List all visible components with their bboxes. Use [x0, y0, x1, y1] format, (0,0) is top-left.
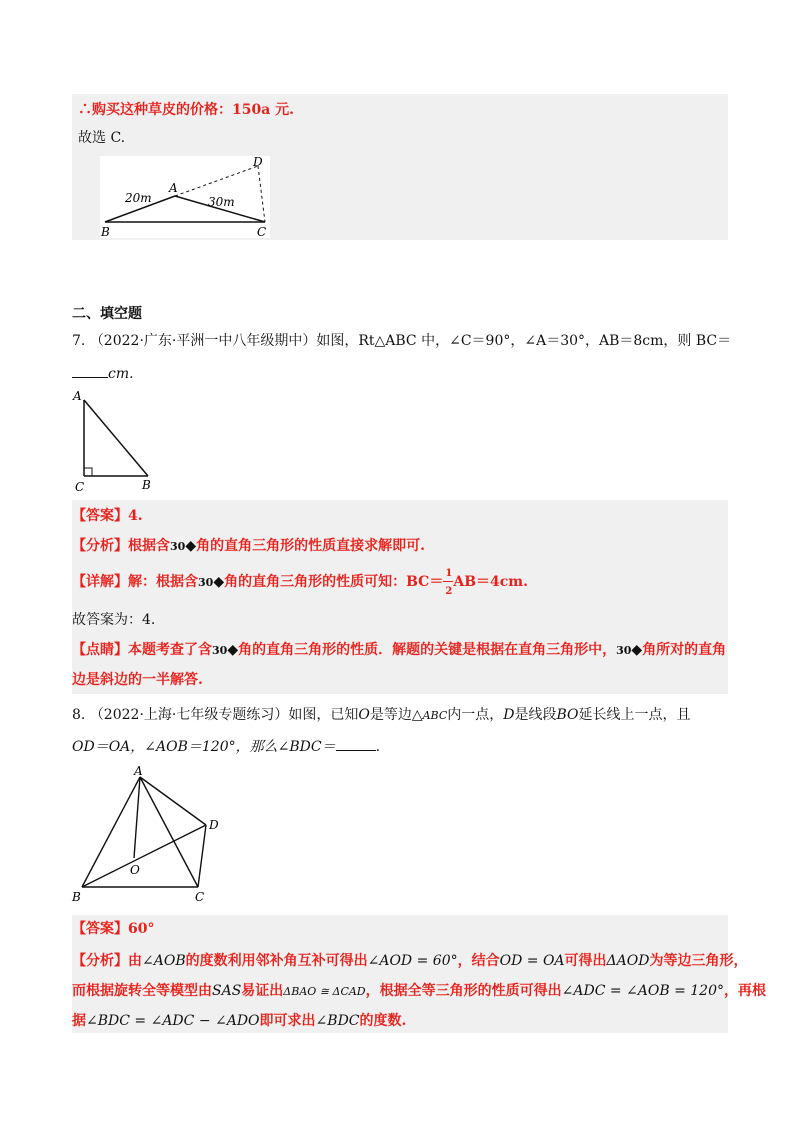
q8-number: 8.	[72, 707, 86, 723]
q8-stem-bo: BO	[556, 707, 579, 723]
q7-analysis-post: 角的直角三角形的性质直接求解即可.	[196, 538, 425, 554]
label-ac-length: 30m	[208, 195, 235, 209]
q8-answer-tag: 【答案】	[72, 921, 128, 937]
q8-stem-c: 内一点，	[447, 707, 504, 723]
q7-comment-1	[72, 640, 726, 661]
q8-answer-value: 60°	[128, 921, 155, 937]
q8-figure	[70, 765, 230, 905]
q7-detail-mid: 角的直角三角形的性质可知：BC＝	[224, 574, 444, 590]
label-d: D	[253, 156, 263, 169]
q8-analysis-3	[72, 1011, 406, 1031]
q8-l3-bdc: ∠BDC	[315, 1013, 360, 1029]
q7-line-1	[72, 331, 731, 351]
q8-segment-dc	[198, 825, 206, 887]
q7-analysis-pre: 根据含	[128, 538, 170, 554]
q8-l2-c: ，根据全等三角形的性质可得出	[365, 983, 562, 999]
q7-final: 故答案为：4.	[72, 612, 156, 628]
q8-line-2	[72, 736, 380, 757]
q7-fraction-denominator: 2	[445, 586, 453, 597]
segment-dc	[258, 166, 265, 222]
prev-solution-box	[72, 94, 728, 240]
q7-label-b: B	[142, 478, 151, 492]
q8-l3-a: 据	[72, 1013, 86, 1029]
q8-l1-odoa: OD = OA	[499, 953, 565, 969]
q8-stem-line2: OD＝OA，∠AOB＝120°，那么∠BDC＝	[72, 739, 336, 755]
figure-1-panel	[100, 156, 270, 238]
label-b: B	[101, 225, 110, 238]
q8-segment-ao	[134, 777, 140, 858]
q7-side-ab	[84, 400, 148, 476]
q8-stem-d-letter: D	[503, 707, 515, 723]
q7-label-c: C	[75, 480, 85, 494]
q7-comment-tag: 【点睛】	[72, 642, 128, 658]
q7-detail-post: AB＝4cm.	[453, 574, 528, 590]
q8-solution-box	[72, 915, 766, 1033]
q8-label-a: A	[134, 765, 143, 778]
q7-answer-tag: 【答案】	[72, 508, 128, 524]
q8-stem-abc: ABC	[422, 709, 448, 722]
q8-line-1	[72, 705, 691, 726]
q7-comment-30b: 30	[616, 644, 632, 657]
q8-l1-e: 为等边三角形，	[649, 953, 748, 969]
q7-degree-glyph-4: ◆	[631, 642, 643, 658]
q7-answer	[72, 506, 143, 526]
q8-label-d: D	[209, 818, 219, 832]
choose-line: 故选 C.	[78, 130, 126, 146]
q7-fraction	[443, 568, 453, 597]
q7-label-a: A	[73, 389, 82, 403]
q7-detail-pre: 解：根据含	[128, 574, 198, 590]
q7-answer-value: 4.	[128, 508, 143, 524]
figure-1-triangle	[100, 156, 270, 238]
q8-l3-eq: ∠BDC = ∠ADC − ∠ADO	[86, 1013, 260, 1029]
segment-ad	[175, 166, 258, 196]
q8-l1-tri: ΔAOD	[606, 953, 650, 969]
q7-comment-2: 边是斜边的一半解答.	[72, 672, 203, 688]
q7-detail-30: 30	[198, 576, 214, 589]
q7-line-2	[72, 363, 134, 384]
label-a: A	[169, 181, 178, 195]
q8-l2-sas: SAS	[212, 983, 242, 999]
q7-answer-blank	[72, 363, 108, 378]
q8-segment-ad	[140, 777, 206, 825]
q7-comment-30a: 30	[212, 644, 228, 657]
q8-l2-d: ，再根	[724, 983, 766, 999]
q8-l3-b: 即可求出	[259, 1013, 316, 1029]
q8-segment-bd	[82, 825, 206, 887]
q8-stem-e: 延长线上一点，且	[578, 707, 691, 723]
q7-number: 7.	[72, 333, 86, 349]
q8-l2-b: 易证出	[241, 983, 284, 999]
q8-answer-blank	[336, 736, 376, 751]
q8-l1-d: 可得出	[564, 953, 607, 969]
q7-fraction-numerator: 1	[445, 568, 453, 579]
q7-unit: cm.	[108, 366, 134, 382]
label-ab-length: 20m	[125, 191, 152, 205]
q7-degree-glyph-2: ◆	[213, 574, 225, 590]
q8-answer	[72, 919, 154, 939]
q8-stem-d: 是线段	[514, 707, 557, 723]
q8-stem-b: 是等边△	[369, 707, 423, 723]
q8-l1-aod: ∠AOD = 60°	[367, 953, 458, 969]
q8-l3-c: 的度数.	[359, 1013, 407, 1029]
q8-analysis-2	[72, 981, 766, 1002]
q8-label-o: O	[130, 863, 140, 877]
q7-figure	[70, 388, 160, 498]
q8-stem-o: O	[358, 707, 370, 723]
q7-stem: （2022·广东·平洲一中八年级期中）如图，Rt△ABC 中，∠C＝90°，∠A＝30°，AB＝8cm，则 BC＝	[89, 333, 732, 349]
q7-comment-mid: 角的直角三角形的性质．解题的关键是根据在直角三角形中，	[238, 642, 617, 658]
q7-detail-tag: 【详解】	[72, 574, 128, 590]
q8-stem-end: .	[375, 739, 381, 755]
q8-side-ac	[140, 777, 198, 887]
q8-l2-a: 而根据旋转全等模型由	[72, 983, 212, 999]
q8-l1-a: 由	[128, 953, 142, 969]
q7-analysis-tag: 【分析】	[72, 538, 128, 554]
q7-analysis	[72, 536, 425, 557]
q7-comment-post: 角所对的直角	[642, 642, 727, 658]
q8-l1-c: ，结合	[457, 953, 500, 969]
label-c: C	[257, 225, 267, 238]
q7-right-angle-mark	[84, 468, 92, 476]
q8-stem-a: （2022·上海·七年级专题练习）如图，已知	[89, 707, 359, 723]
q8-label-b: B	[72, 890, 81, 904]
q8-analysis-tag: 【分析】	[72, 953, 128, 969]
q8-l2-eq: ∠ADC = ∠AOB = 120°	[561, 983, 724, 999]
q8-analysis-1	[72, 951, 747, 971]
q8-l1-aob: ∠AOB	[142, 953, 186, 969]
q7-analysis-30: 30	[170, 540, 186, 553]
q7-degree-glyph-1: ◆	[185, 538, 197, 554]
q7-solution-box	[72, 500, 728, 694]
section-title: 二、填空题	[72, 306, 142, 322]
q8-l2-cong: ΔBAO ≅ ΔCAD	[283, 985, 366, 998]
q7-detail	[72, 568, 528, 597]
q7-comment-pre: 本题考查了含	[128, 642, 212, 658]
price-line: ∴购买这种草皮的价格：150a 元.	[78, 102, 295, 118]
q7-degree-glyph-3: ◆	[227, 642, 239, 658]
q8-l1-b: 的度数利用邻补角互补可得出	[185, 953, 368, 969]
q8-label-c: C	[195, 890, 205, 904]
